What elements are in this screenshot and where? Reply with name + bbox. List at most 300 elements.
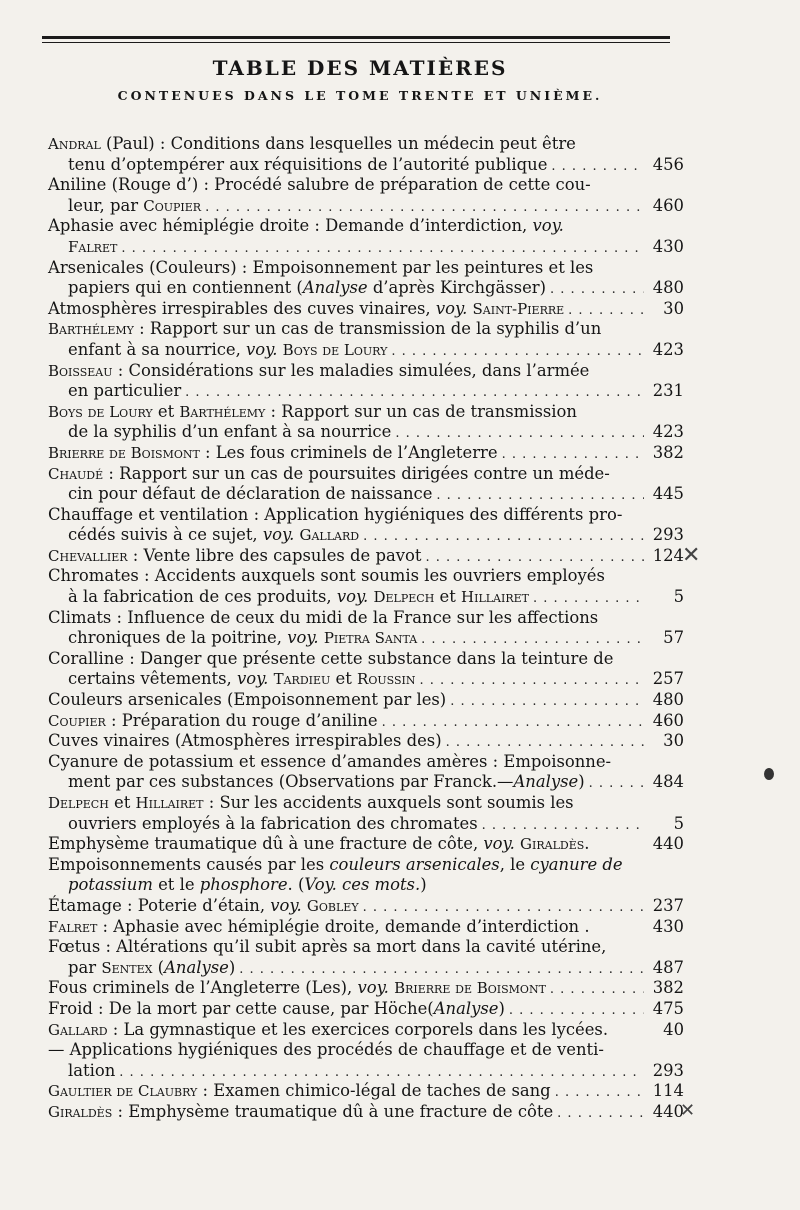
toc-text-segment: de la syphilis d’un enfant à sa nourrice — [68, 422, 392, 442]
toc-entry-text — [48, 1040, 604, 1061]
toc-text-segment: Cyanure de potassium et essence d’amandes amères : Empoisonne- — [48, 751, 612, 771]
toc-text-segment: ( — [152, 957, 165, 977]
toc-entry-text — [68, 381, 181, 402]
toc-entry-text — [48, 1102, 553, 1123]
toc-text-segment: lation — [68, 1060, 116, 1080]
toc-entry — [48, 690, 684, 711]
toc-text-segment: Fous criminels de l’Angleterre (Les), — [48, 978, 358, 998]
toc-text-segment: et le — [152, 875, 200, 895]
dot-leader — [568, 301, 644, 322]
toc-text-segment: Gobley — [306, 896, 359, 915]
toc-entry-line — [48, 814, 684, 835]
toc-text-segment: : Les fous criminels de l’Angleterre — [199, 442, 498, 462]
toc-text-segment: ) — [578, 772, 585, 792]
toc-entry-text — [68, 525, 359, 546]
toc-entry-line — [48, 896, 684, 917]
toc-entry-line — [48, 484, 684, 505]
page-number: 423 — [652, 339, 684, 359]
toc-text-segment: Delpech — [373, 588, 435, 607]
toc-entry-line — [48, 319, 684, 340]
page-subtitle: CONTENUES DANS LE TOME TRENTE ET UNIÈME. — [117, 88, 603, 103]
toc-text-segment: Giraldès — [48, 1102, 113, 1121]
toc-text-segment: : Rapport sur un cas de transmission de la syphilis d’un — [133, 319, 602, 339]
dot-leader — [557, 1104, 644, 1125]
toc-entry-line — [48, 525, 684, 546]
page-number: 460 — [652, 195, 684, 215]
toc-text-segment: d’après Kirchgässer) — [367, 278, 547, 298]
ink-dot — [764, 768, 774, 780]
toc-text-segment: cyanure de — [530, 854, 623, 874]
toc-entry-line — [48, 278, 684, 299]
toc-entry-line — [48, 669, 684, 690]
toc-text-segment: voy. — [435, 298, 468, 318]
toc-entry — [48, 731, 684, 752]
toc-text-segment: ) — [420, 875, 427, 895]
dot-leader — [391, 342, 644, 363]
toc-entry-text — [48, 711, 378, 732]
toc-entry-text — [48, 731, 442, 752]
toc-text-segment: Hillairet — [135, 794, 204, 812]
toc-text-segment: voy. — [483, 834, 515, 854]
toc-text-segment: chroniques de la poitrine, — [68, 628, 288, 648]
toc-text-segment: : Préparation du rouge d’aniline — [105, 710, 378, 730]
toc-text-segment: : Rapport sur un cas de poursuites dirigées contre un méde- — [103, 463, 610, 483]
toc-entry — [48, 443, 684, 464]
toc-entry-line — [48, 690, 684, 711]
toc-entry-line — [48, 1040, 684, 1061]
toc-text-segment: tenu d’optempérer aux réquisitions de l’autorité publique — [68, 154, 548, 174]
toc-text-segment: . — [584, 834, 590, 854]
toc-entry-text — [48, 855, 623, 876]
page-number: 440 — [652, 1101, 684, 1121]
page-number: 5 — [673, 813, 684, 833]
toc-text-segment: ouvriers employés à la fabrication des chromates — [68, 813, 478, 833]
page-number: 487 — [652, 957, 684, 977]
toc-entry-line — [48, 1020, 684, 1041]
toc-text-segment: Falret — [68, 237, 118, 256]
toc-entry-line — [48, 834, 684, 855]
toc-entry — [48, 1102, 684, 1123]
toc-entry-line — [48, 793, 684, 814]
toc-entry-line — [48, 875, 684, 896]
pencil-cross-mark: ✕ — [682, 543, 701, 568]
page-number: 30 — [663, 731, 684, 751]
toc-text-segment: Étamage : Poterie d’étain, — [48, 895, 271, 915]
toc-entry-text — [48, 505, 622, 526]
dot-leader — [555, 1083, 644, 1104]
toc-entry-line — [48, 917, 684, 938]
toc-entry-line — [48, 649, 684, 670]
toc-text-segment: (Paul) : Conditions dans lesquelles un médecin peut être — [100, 134, 576, 153]
page-number: 40 — [663, 1019, 684, 1039]
toc-entry-text — [68, 237, 117, 258]
toc-text-segment: Roussin — [357, 670, 416, 689]
dot-leader — [589, 774, 644, 795]
toc-entry — [48, 299, 684, 320]
toc-entry-text — [68, 155, 547, 176]
toc-entry-line — [48, 958, 684, 979]
toc-text-segment: Falret — [48, 917, 98, 936]
toc-entry-line — [48, 361, 684, 382]
toc-entry — [48, 917, 684, 938]
toc-entry-line — [48, 1061, 684, 1082]
toc-text-segment: Analyse — [433, 998, 499, 1018]
toc-text-segment: en particulier — [68, 381, 182, 401]
toc-entry-text — [48, 917, 590, 938]
toc-entry-text — [48, 978, 546, 999]
page-number: 430 — [652, 236, 684, 256]
toc-entry-text — [68, 669, 415, 690]
toc-text-segment: Chaudé — [48, 464, 104, 483]
toc-entry-text — [68, 772, 585, 793]
dot-leader — [436, 486, 644, 507]
toc-entry — [48, 649, 684, 690]
toc-text-segment: Aniline (Rouge d’) : Procédé salubre de préparation de cette cou- — [48, 175, 591, 195]
toc-entry-text — [48, 690, 446, 711]
toc-entry-line — [48, 464, 684, 485]
toc-entry-text — [68, 422, 391, 443]
toc-text-segment: et — [434, 587, 462, 607]
dot-leader — [482, 816, 644, 837]
toc-text-segment: Brierre de Boismont — [48, 443, 200, 462]
toc-entry-line — [48, 1081, 684, 1102]
page-number: 430 — [652, 916, 684, 936]
toc-text-segment: voy. — [357, 978, 389, 998]
toc-entry-text — [48, 402, 577, 423]
dot-leader — [551, 157, 644, 178]
dot-leader — [425, 548, 644, 569]
toc-entry — [48, 505, 684, 546]
toc-text-segment: Hillairet — [461, 588, 529, 607]
toc-entry — [48, 937, 684, 978]
toc-text-segment: Saint-Pierre — [472, 299, 565, 318]
page-number: 57 — [663, 628, 684, 648]
dot-leader — [450, 692, 644, 713]
dot-leader — [533, 589, 644, 610]
dot-leader — [185, 383, 644, 404]
toc-text-segment: voy. — [287, 628, 319, 648]
toc-entry-line — [48, 258, 684, 279]
toc-entry-text — [48, 175, 591, 196]
toc-entry — [48, 1081, 684, 1102]
toc-text-segment: Boisseau — [48, 361, 113, 380]
page-number: 423 — [652, 422, 684, 442]
dot-leader — [421, 630, 644, 651]
toc-entry-text — [48, 999, 505, 1020]
page-number: 124 — [652, 545, 684, 565]
toc-text-segment: Andral — [48, 135, 101, 153]
toc-text-segment: potassium — [68, 875, 153, 895]
toc-entry-line — [48, 1102, 684, 1123]
toc-entry — [48, 608, 684, 649]
toc-text-segment: Fœtus : Altérations qu’il subit après sa mort dans la cavité utérine, — [48, 937, 607, 957]
toc-entry — [48, 258, 684, 299]
dot-leader — [119, 1063, 644, 1084]
toc-text-segment: Chevallier — [48, 546, 128, 565]
table-of-contents — [48, 134, 684, 1123]
toc-text-segment: phosphore — [199, 875, 288, 895]
toc-entry-line — [48, 340, 684, 361]
toc-entry — [48, 134, 684, 175]
page-number: 460 — [652, 710, 684, 730]
page-number: 480 — [652, 278, 684, 298]
toc-text-segment: Tardieu — [273, 670, 331, 689]
toc-entry-text — [68, 278, 546, 299]
toc-text-segment: Analyse — [513, 772, 579, 792]
page-number: 257 — [652, 669, 684, 689]
toc-text-segment: Boys de Loury — [282, 340, 388, 359]
toc-text-segment: Brierre de Boismont — [394, 979, 546, 998]
toc-entry-line — [48, 299, 684, 320]
dot-leader — [363, 527, 644, 548]
toc-entry — [48, 402, 684, 443]
toc-text-segment: voy. — [246, 339, 278, 359]
toc-entry-line — [48, 752, 684, 773]
dot-leader — [121, 239, 644, 260]
dot-leader — [363, 898, 644, 919]
toc-entry-line — [48, 855, 684, 876]
dot-leader — [446, 733, 644, 754]
toc-entry-line — [48, 196, 684, 217]
toc-text-segment: : La gymnastique et les exercices corporels dans les lycées. — [107, 1019, 609, 1039]
toc-text-segment: Froid : De la mort par cette cause, par Höche( — [48, 998, 434, 1018]
page-title: TABLE DES MATIÈRES — [212, 56, 508, 80]
toc-text-segment: Coralline : Danger que présente cette substance dans la teinture de — [48, 648, 614, 668]
dot-leader — [382, 713, 644, 734]
toc-entry-text — [48, 216, 564, 237]
toc-text-segment: cédés suivis à ce sujet, — [68, 525, 263, 545]
toc-entry-line — [48, 175, 684, 196]
page-number: 475 — [652, 998, 684, 1018]
toc-text-segment: à la fabrication de ces produits, — [68, 587, 337, 607]
toc-entry-text — [68, 340, 387, 361]
toc-entry — [48, 896, 684, 917]
toc-entry-text — [48, 793, 574, 814]
toc-entry-text — [48, 546, 421, 567]
dot-leader — [509, 1001, 644, 1022]
dot-leader — [395, 424, 644, 445]
toc-text-segment: : Sur les accidents auxquels sont soumis les — [203, 793, 574, 812]
toc-text-segment: — Applications hygiéniques des procédés de chauffage et de venti- — [48, 1040, 604, 1060]
toc-text-segment: Voy. ces mots. — [304, 875, 421, 895]
toc-text-segment: Gaultier de Claubry — [48, 1082, 198, 1101]
toc-entry-line — [48, 999, 684, 1020]
page-number: 231 — [652, 381, 684, 401]
toc-entry-text — [48, 937, 606, 958]
toc-text-segment: voy. — [532, 216, 564, 236]
toc-entry-line — [48, 505, 684, 526]
toc-text-segment: Coupier — [48, 711, 106, 730]
page-number: 456 — [652, 154, 684, 174]
toc-text-segment: : Examen chimico-légal de taches de sang — [197, 1081, 551, 1101]
page-number: 382 — [652, 442, 684, 462]
toc-entry-text — [48, 608, 598, 629]
toc-text-segment: Emphysème traumatique dû à une fracture de côte, — [48, 834, 484, 854]
toc-entry — [48, 711, 684, 732]
toc-entry — [48, 464, 684, 505]
toc-text-segment: par — [68, 957, 102, 977]
toc-entry — [48, 793, 684, 834]
toc-entry — [48, 361, 684, 402]
toc-text-segment: couleurs arsenicales — [329, 854, 500, 874]
toc-entry-text — [48, 752, 611, 773]
toc-text-segment: , le — [499, 854, 531, 874]
toc-text-segment: : Vente libre des capsules de pavot — [127, 545, 422, 565]
toc-text-segment: Empoisonnements causés par les — [48, 854, 330, 874]
page-number: 237 — [652, 895, 684, 915]
page-number: 293 — [652, 525, 684, 545]
toc-text-segment: Gallard — [48, 1020, 108, 1039]
toc-entry-text — [48, 896, 359, 917]
toc-text-segment: ) — [228, 957, 236, 977]
toc-entry-text — [68, 814, 478, 835]
toc-entry — [48, 978, 684, 999]
toc-entry-line — [48, 402, 684, 423]
dot-leader — [502, 445, 644, 466]
toc-entry-text — [48, 1081, 551, 1102]
toc-entry-line — [48, 216, 684, 237]
toc-entry-line — [48, 546, 684, 567]
toc-entry-line — [48, 628, 684, 649]
toc-entry-line — [48, 587, 684, 608]
toc-text-segment: voy. — [262, 525, 295, 545]
pencil-cross-mark: ✕ — [680, 1100, 696, 1121]
page-number: 480 — [652, 690, 684, 710]
header-rule-thin — [42, 42, 670, 43]
toc-text-segment: : Aphasie avec hémiplégie droite, demande d’interdiction . — [97, 916, 590, 936]
toc-entry — [48, 566, 684, 607]
toc-entry-text — [48, 443, 498, 464]
toc-entry — [48, 834, 684, 855]
toc-text-segment: Chauffage et ventilation : Application hygiéniques des différents pro- — [48, 504, 623, 524]
page-number: 293 — [652, 1060, 684, 1080]
toc-text-segment: : Considérations sur les maladies simulées, dans l’armée — [112, 360, 590, 380]
toc-entry-text — [68, 1061, 115, 1082]
toc-text-segment: cin pour défaut de déclaration de naissance — [68, 484, 433, 504]
toc-text-segment: Analyse — [302, 278, 368, 298]
toc-entry-text — [48, 464, 610, 485]
toc-entry-text — [48, 649, 613, 670]
toc-text-segment: Boys de Loury — [48, 402, 153, 421]
toc-text-segment: Aphasie avec hémiplégie droite : Demande d’interdiction, — [48, 216, 533, 236]
toc-entry-line — [48, 155, 684, 176]
toc-entry — [48, 855, 684, 896]
toc-text-segment: Arsenicales (Couleurs) : Empoisonnement par les peintures et les — [48, 257, 594, 277]
toc-entry-text — [68, 587, 529, 608]
toc-entry-text — [48, 319, 601, 340]
toc-entry-text — [68, 484, 432, 505]
toc-entry-text — [68, 875, 427, 896]
toc-text-segment: Barthélemy — [48, 320, 134, 339]
toc-text-segment: : Emphysème traumatique dû à une fracture de côte — [112, 1101, 554, 1121]
toc-text-segment: Delpech — [48, 794, 109, 812]
toc-entry-text — [48, 834, 590, 855]
toc-entry-line — [48, 608, 684, 629]
toc-text-segment: Climats : Influence de ceux du midi de la France sur les affections — [48, 607, 599, 627]
toc-entry-line — [48, 422, 684, 443]
page-number: 445 — [652, 484, 684, 504]
toc-text-segment: Barthélemy — [179, 402, 266, 421]
toc-text-segment: enfant à sa nourrice, — [68, 339, 247, 359]
toc-entry-line — [48, 731, 684, 752]
toc-text-segment: Couleurs arsenicales (Empoisonnement par les) — [48, 690, 447, 710]
toc-text-segment: et — [108, 793, 136, 812]
dot-leader — [550, 280, 644, 301]
toc-text-segment: Giraldès — [520, 835, 585, 854]
toc-entry — [48, 175, 684, 216]
toc-entry — [48, 1020, 684, 1041]
toc-text-segment: ) — [498, 998, 505, 1018]
toc-text-segment: papiers qui en contiennent ( — [68, 278, 303, 298]
toc-text-segment: Sentex — [101, 958, 153, 977]
toc-entry-line — [48, 381, 684, 402]
toc-text-segment: et — [152, 401, 180, 421]
toc-entry — [48, 546, 684, 567]
toc-text-segment: Analyse — [164, 957, 229, 977]
toc-entry-text — [68, 958, 235, 979]
page-number: 114 — [652, 1081, 684, 1101]
page-number: 484 — [652, 772, 684, 792]
page-number: 30 — [663, 298, 684, 318]
toc-entry-line — [48, 134, 684, 155]
toc-text-segment: leur, par — [68, 195, 144, 215]
toc-entry-line — [48, 772, 684, 793]
toc-text-segment: Atmosphères irrespirables des cuves vinaires, — [48, 298, 436, 318]
toc-entry-text — [48, 134, 576, 155]
page-number: 382 — [652, 978, 684, 998]
toc-entry-text — [48, 299, 564, 320]
toc-entry-line — [48, 443, 684, 464]
toc-text-segment: Cuves vinaires (Atmosphères irrespirables des) — [48, 731, 442, 751]
toc-entry — [48, 752, 684, 793]
dot-leader — [205, 198, 644, 219]
toc-entry — [48, 216, 684, 257]
page-number: 440 — [652, 834, 684, 854]
dot-leader — [550, 980, 644, 1001]
toc-text-segment: et — [330, 669, 358, 689]
toc-entry-line — [48, 566, 684, 587]
toc-entry-line — [48, 237, 684, 258]
dot-leader — [419, 671, 644, 692]
toc-text-segment: voy. — [236, 669, 269, 689]
dot-leader — [239, 960, 644, 981]
toc-text-segment: : Rapport sur un cas de transmission — [265, 401, 577, 421]
toc-text-segment: Gallard — [299, 526, 360, 545]
toc-entry-line — [48, 711, 684, 732]
page-number: 5 — [673, 587, 684, 607]
toc-entry-text — [68, 628, 417, 649]
header-rule-thick — [42, 36, 670, 39]
toc-text-segment: ment par ces substances (Observations par Franck.— — [68, 772, 514, 792]
toc-entry-line — [48, 937, 684, 958]
toc-entry — [48, 999, 684, 1020]
toc-text-segment: Coupier — [143, 196, 202, 215]
toc-text-segment: . ( — [287, 875, 305, 895]
toc-text-segment: Chromates : Accidents auxquels sont soumis les ouvriers employés — [48, 566, 605, 586]
toc-entry-text — [68, 196, 201, 217]
toc-text-segment: voy. — [270, 895, 302, 915]
toc-entry-text — [48, 1020, 608, 1041]
toc-entry-line — [48, 978, 684, 999]
toc-text-segment: certains vêtements, — [68, 669, 237, 689]
toc-text-segment: voy. — [336, 587, 369, 607]
toc-text-segment: Pietra Santa — [323, 629, 418, 648]
toc-entry-text — [48, 566, 605, 587]
toc-entry-text — [48, 361, 589, 382]
toc-entry — [48, 319, 684, 360]
toc-entry — [48, 1040, 684, 1081]
toc-entry-text — [48, 258, 593, 279]
